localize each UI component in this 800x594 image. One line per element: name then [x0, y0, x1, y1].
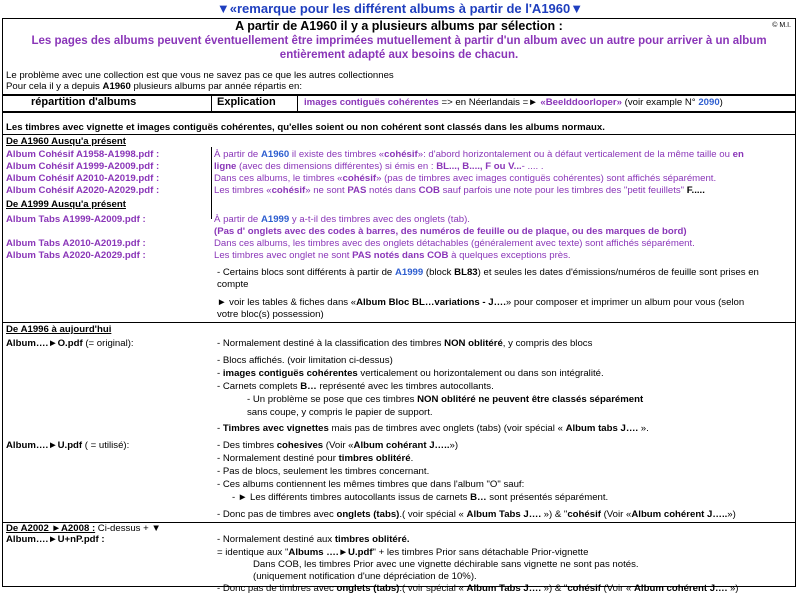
- s2-text-7: [217, 297, 744, 308]
- page-title: ▼«remarque pour les différent albums à partir de l'A1960▼: [216, 1, 584, 16]
- t: représenté avec les timbres autocollants.: [316, 381, 494, 392]
- t: (block: [423, 267, 455, 278]
- t: Album tabs J….: [565, 423, 639, 434]
- t: ») & ": [541, 583, 568, 594]
- album-label: Album Cohésif A2020-A2029.pdf :: [6, 185, 160, 196]
- album-label: Album Tabs A2020-A2029.pdf :: [6, 250, 146, 261]
- t: (Voir «: [600, 583, 634, 594]
- o-text-6: sans coupe, y compris le papier de support.: [247, 407, 433, 418]
- t: - Normalement destiné à la classification des timbres: [217, 338, 445, 349]
- divider: [3, 111, 795, 113]
- t: sont présentés séparément.: [486, 492, 609, 503]
- expl-close: ): [719, 97, 723, 108]
- t: »): [727, 509, 736, 520]
- divider: [3, 322, 795, 323]
- t: .( voir spécial «: [399, 509, 467, 520]
- u-text-5: [232, 492, 608, 503]
- t: cohésif: [567, 583, 601, 594]
- t: ► voir les tables & fiches dans «: [217, 297, 357, 308]
- col-explication: Explication: [217, 96, 276, 108]
- divider: [3, 134, 795, 135]
- t: Album Tabs J….: [466, 509, 541, 520]
- t: en: [732, 149, 744, 160]
- u-text-3: - Pas de blocs, seulement les timbres concernant.: [217, 466, 430, 477]
- s1-text-4: [214, 185, 705, 196]
- album-label: Album Tabs A2010-A2019.pdf :: [6, 238, 146, 249]
- t: y a-t-il des timbres avec des onglets (tab).: [289, 214, 470, 225]
- t: A1999: [260, 214, 290, 225]
- t: cohésif: [384, 149, 418, 160]
- s1-text-3: [214, 173, 716, 184]
- t: ( = utilisé):: [82, 440, 130, 451]
- t: verticalement ou horizontalement ou dans son intégralité.: [357, 368, 604, 379]
- column-divider: [211, 95, 212, 111]
- expl-term: images contiguës cohérentes: [304, 97, 439, 108]
- s2-text-1: [214, 214, 470, 225]
- t: onglets (tabs): [336, 509, 400, 520]
- column-divider: [211, 147, 212, 219]
- t: .( voir spécial «: [399, 583, 467, 594]
- t: - Carnets complets: [217, 381, 301, 392]
- copyright-mark: © M.I.: [772, 22, 791, 29]
- t: B…: [470, 492, 487, 503]
- t: timbres oblitéré: [338, 453, 411, 464]
- o-text-1: [217, 338, 592, 349]
- problem-text-end: plusieurs albums par année répartis en:: [130, 81, 302, 92]
- problem-line-2: [6, 81, 302, 92]
- t: Dans ces albums, le timbres «: [214, 173, 343, 184]
- t: Album….►U.pdf: [6, 440, 83, 451]
- t: .: [410, 453, 414, 464]
- t: » (pas de timbres avec images contiguës cohérentes) sont affichés séparément.: [376, 173, 717, 184]
- problem-year: A1960: [102, 81, 131, 92]
- t: images contiguës cohérentes: [222, 368, 358, 379]
- t: B…: [300, 381, 317, 392]
- t: »: d'abord horizontalement ou à défaut verticalement de la même taille ou: [417, 149, 733, 160]
- t: À partir de: [214, 149, 261, 160]
- problem-line-1: Le problème avec une collection est que vous ne savez pas ce que les autres collectionnes: [6, 70, 394, 81]
- t: Album cohérent J…..: [631, 509, 728, 520]
- t: Album….►O.pdf: [6, 338, 83, 349]
- t: Ci-dessus + ▼: [95, 523, 161, 534]
- explication-text: [304, 96, 723, 109]
- t: mais pas de timbres avec onglets (tabs) (voir spécial «: [328, 423, 566, 434]
- header-main: A partir de A1960 il y a plusieurs albums par sélection :: [235, 19, 563, 33]
- t: BL..., B...., F ou V...: [436, 161, 522, 172]
- t: onglets (tabs): [336, 583, 400, 594]
- t: - Normalement destiné pour: [217, 453, 339, 464]
- s1-text-1: [214, 149, 744, 160]
- t: À partir de: [214, 214, 261, 225]
- expl-arrow: => en Néerlandais =►: [438, 97, 538, 108]
- s2-text-8: votre bloc(s) possession): [217, 309, 324, 320]
- t: A1999: [394, 267, 424, 278]
- t: " + les timbres Prior sans détachable Prior-vignette: [372, 547, 589, 558]
- p-text-1: [217, 534, 409, 545]
- t: Albums ….►U.pdf: [288, 547, 373, 558]
- t: Les timbres «: [214, 185, 272, 196]
- s2-text-6: compte: [217, 279, 249, 290]
- t: ») & ": [541, 509, 568, 520]
- t: - ► Les différents timbres autocollants issus de carnets: [232, 492, 471, 503]
- t: cohésif: [567, 509, 601, 520]
- t: A1960: [260, 149, 290, 160]
- t: (Voir «: [323, 440, 354, 451]
- t: , y compris des blocs: [502, 338, 593, 349]
- t: ligne: [214, 161, 237, 172]
- section-1996-heading: De A1996 à aujourd'hui: [6, 324, 112, 335]
- t: PAS: [347, 185, 367, 196]
- t: (= original):: [82, 338, 134, 349]
- album-unp-label: Album….►U+nP.pdf :: [6, 534, 105, 545]
- t: » pour composer et imprimer un album pour vous (selon: [505, 297, 745, 308]
- t: De A2002 ►A2008 :: [6, 523, 96, 534]
- t: ».: [638, 423, 649, 434]
- s2-text-5: [217, 267, 759, 278]
- t: » ne sont: [305, 185, 348, 196]
- s2-text-2: (Pas d' onglets avec des codes à barres, des numéros de feuille ou de plaque, ou des marques de bord): [214, 226, 687, 237]
- s2-text-4: [214, 250, 571, 261]
- header-note: [3, 34, 795, 62]
- t: cohesives: [276, 440, 324, 451]
- t: NON oblitéré: [444, 338, 503, 349]
- t: ) et seules les dates d'émissions/numéros de feuille sont prises en: [477, 267, 759, 278]
- album-label: Album Cohésif A1999-A2009.pdf :: [6, 161, 160, 172]
- section-2002-heading: [6, 523, 161, 534]
- t: F.....: [686, 185, 705, 196]
- expl-dutch: «Beelddoorloper»: [537, 97, 622, 108]
- o-text-2: - Blocs affichés. (voir limitation ci-dessus): [217, 355, 393, 366]
- album-o-label: [6, 338, 134, 349]
- s2-text-3: Dans ces albums, les timbres avec des onglets détachables (généralement avec texte) sont affichés séparément.: [214, 238, 695, 249]
- o-text-7: [217, 423, 649, 434]
- t: sauf parfois une note pour les timbres des "petit feuillets": [439, 185, 687, 196]
- o-text-5: [247, 394, 643, 405]
- t: - Donc pas de timbres avec: [217, 509, 337, 520]
- column-divider: [297, 95, 298, 111]
- t: »): [449, 440, 459, 451]
- t: (avec des dimensions différentes) si émis en :: [236, 161, 437, 172]
- t: = identique aux ": [217, 547, 289, 558]
- t: »): [727, 583, 739, 594]
- album-u-label: [6, 440, 129, 451]
- section-1960-heading: De A1960 Ausqu'a présent: [6, 136, 126, 147]
- t: Album cohérant J…..: [353, 440, 450, 451]
- t: - Un problème se pose que ces timbres: [247, 394, 418, 405]
- problem-text: Pour cela il y a depuis: [6, 81, 103, 92]
- t: Les timbres avec onglet ne sont: [214, 250, 353, 261]
- t: à quelques exceptions près.: [448, 250, 571, 261]
- u-text-4: - Ces albums contiennent les mêmes timbres que dans l'album "O" sauf:: [217, 479, 525, 490]
- p-text-3: Dans COB, les timbres Prior avec une vignette déchirable sans vignette ne sont pas notés.: [253, 559, 639, 570]
- section-1999-heading: De A1999 Ausqu'a présent: [6, 199, 126, 210]
- o-text-4: [217, 381, 494, 392]
- header-note-line-1: Les pages des albums peuvent éventuellement être imprimées mutuellement à partir d'un album avec un autre pour arriver à un album: [31, 35, 767, 47]
- t: timbres oblitéré.: [334, 534, 410, 545]
- expl-number: 2090: [698, 97, 720, 108]
- intro-line: Les timbres avec vignette et images contiguës cohérentes, qu'elles soient ou non cohérent sont classés dans les albums normaux.: [6, 122, 605, 133]
- t: Album Tabs J….: [466, 583, 541, 594]
- t: -: [217, 368, 223, 379]
- t: Timbres avec vignettes: [222, 423, 329, 434]
- u-text-1: [217, 440, 458, 451]
- expl-example: (voir example N°: [621, 97, 699, 108]
- t: cohésif: [271, 185, 306, 196]
- s1-text-2: [214, 161, 544, 172]
- t: - .... .: [521, 161, 544, 172]
- t: PAS notés dans COB: [352, 250, 449, 261]
- col-repartition: répartition d'albums: [31, 96, 137, 108]
- header-note-line-2: entièrement adapté aux besoins de chacun.: [279, 49, 519, 61]
- p-text-2: [217, 547, 588, 558]
- content-box: [2, 18, 796, 594]
- album-label: Album Cohésif A2010-A2019.pdf :: [6, 173, 160, 184]
- t: il existe des timbres «: [289, 149, 385, 160]
- t: Album cohérent J….: [634, 583, 728, 594]
- p-text-4: (uniquement notification d'une dépréciation de 10%).: [253, 571, 477, 582]
- t: NON oblitéré ne peuvent être classés séparément: [417, 394, 644, 405]
- t: cohésif: [342, 173, 377, 184]
- u-text-2: [217, 453, 413, 464]
- t: - Certains blocs sont différents à partir de: [217, 267, 395, 278]
- album-label: Album Cohésif A1958-A1998.pdf :: [6, 149, 160, 160]
- t: -: [217, 423, 223, 434]
- t: - Normalement destiné aux: [217, 534, 335, 545]
- t: BL83: [454, 267, 478, 278]
- t: - Des timbres: [217, 440, 277, 451]
- t: COB: [418, 185, 440, 196]
- t: Album Bloc BL…variations - J….: [356, 297, 506, 308]
- t: (Voir «: [600, 509, 632, 520]
- t: notés dans: [366, 185, 419, 196]
- o-text-3: [217, 368, 604, 379]
- t: - Donc pas de timbres avec: [217, 583, 337, 594]
- u-text-6: [217, 509, 736, 520]
- album-label: Album Tabs A1999-A2009.pdf :: [6, 214, 146, 225]
